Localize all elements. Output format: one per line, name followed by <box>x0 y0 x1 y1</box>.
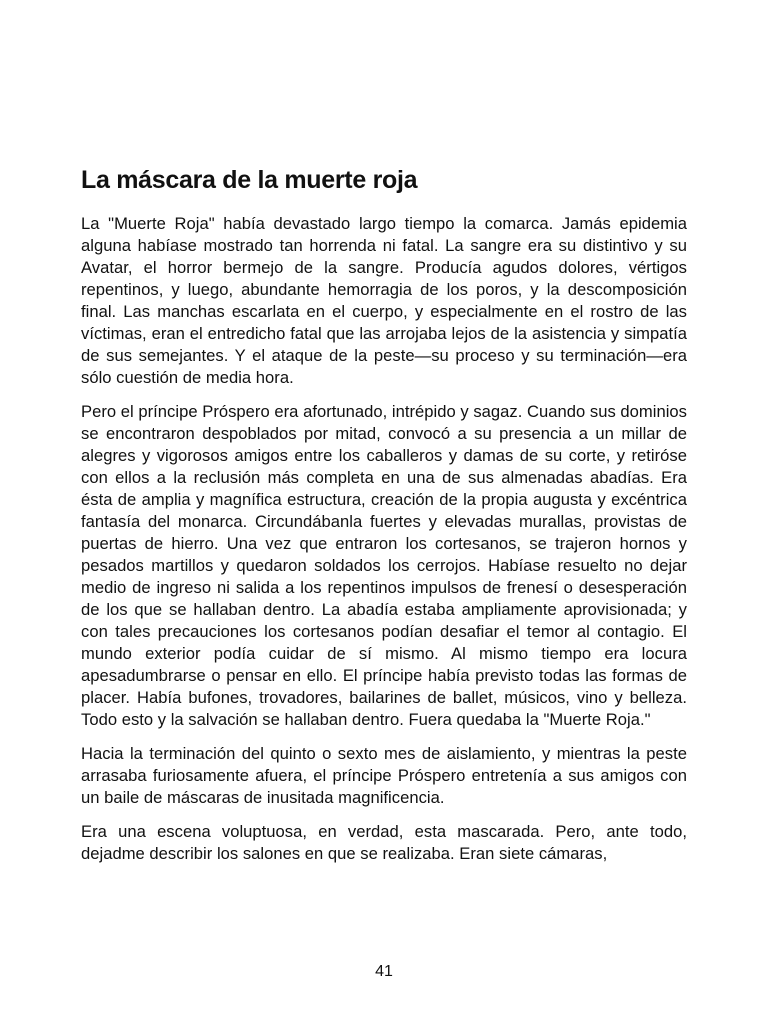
paragraph: La "Muerte Roja" había devastado largo tiempo la comarca. Jamás epidemia alguna habíase mostrado tan horrenda ni fatal. La sangre era su distintivo y su Avatar, el horror bermejo de la sangre. Producía agudos dolores, vértigos repentinos, y luego, abundante hemorragia de los poros, y la descomposición final. Las manchas escarlata en el cuerpo, y especialmente en el rostro de las víctimas, eran el entredicho fatal que las arrojaba lejos de la asistencia y simpatía de sus semejantes. Y el ataque de la peste—su proceso y su terminación—era sólo cuestión de media hora. <box>81 214 687 387</box>
paragraph: Hacia la terminación del quinto o sexto mes de aislamiento, y mientras la peste arrasaba furiosamente afuera, el príncipe Próspero entretenía a sus amigos con un baile de máscaras de inusitada magnificencia. <box>81 744 687 807</box>
paragraph: Pero el príncipe Próspero era afortunado, intrépido y sagaz. Cuando sus dominios se encontraron despoblados por mitad, convocó a su presencia a un millar de alegres y vigorosos amigos entre los caballeros y damas de su corte, y retiróse con ellos a la reclusión más completa en una de sus almenadas abadías. Era ésta de amplia y magnífica estructura, creación de la propia augusta y excéntrica fantasía del monarca. Circundábanla fuertes y elevadas murallas, provistas de puertas de hierro. Una vez que entraron los cortesanos, se trajeron hornos y pesados martillos y quedaron soldados los cerrojos. Habíase resuelto no dejar medio de ingreso ni salida a los repentinos impulsos de frenesí o desesperación de los que se hallaban dentro. La abadía estaba ampliamente aprovisionada; y con tales precauciones los cortesanos podían desafiar el temor al contagio. El mundo exterior podía cuidar de sí mismo. Al mismo tiempo era locura apesadumbrarse o pensar en ello. El príncipe había previsto todas las formas de placer. Había bufones, trovadores, bailarines de ballet, músicos, vino y belleza. Todo esto y la salvación se hallaban dentro. Fuera quedaba la "Muerte Roja." <box>81 402 687 729</box>
page-number: 41 <box>375 963 393 980</box>
body-text <box>81 213 687 877</box>
paragraph: Era una escena voluptuosa, en verdad, esta mascarada. Pero, ante todo, dejadme describir los salones en que se realizaba. Eran siete cámaras, <box>81 822 687 863</box>
chapter-title: La máscara de la muerte roja <box>81 166 418 194</box>
